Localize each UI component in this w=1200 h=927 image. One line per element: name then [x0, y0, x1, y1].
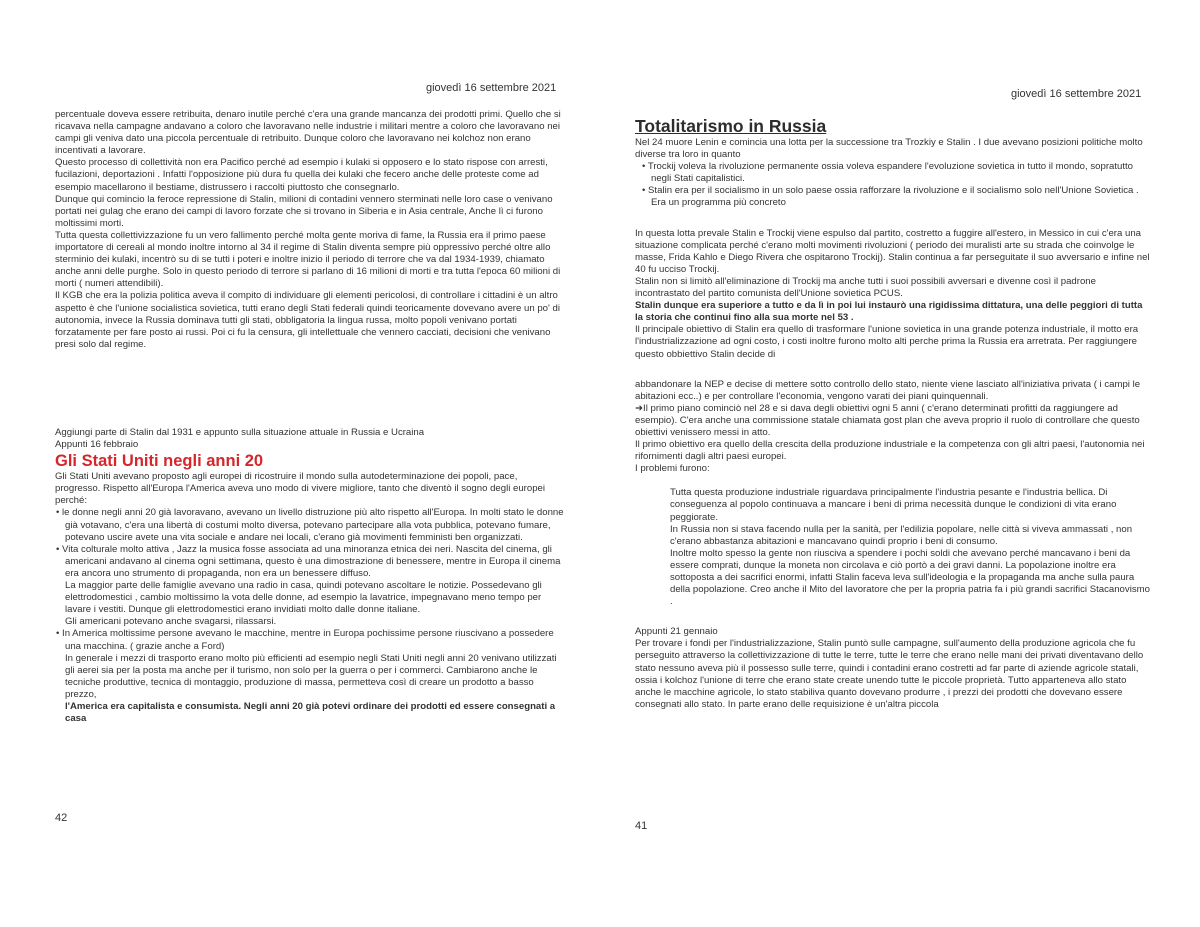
bullet-item: • In America moltissime persone avevano le macchine, mentre in Europa pochissime persone riuscivano a possedere una macchina. ( grazie anche a Ford) [56, 628, 554, 652]
paragraph: ➜Il primo piano cominciò nel 28 e si dava degli obiettivi ogni 5 anni ( c'erano determinati profitti da raggiungere ad esempio). C'era anche una commissione statale chiamata gost plan che aveva proprio il ruolo di controllare che questo obiettivi venissero messi in atto. [635, 402, 1140, 438]
paragraph: I problemi furono: [635, 463, 710, 475]
page-number: 42 [55, 812, 68, 824]
right-page [600, 0, 1200, 927]
paragraph: In Russia non si stava facendo nulla per la sanità, per l'edilizia popolare, nelle città si viveva ammassati , non c'erano abbastanza abitazioni e mancavano quindi proprio i beni di consumo. [670, 523, 1133, 547]
paragraph: Per trovare i fondi per l'industrializzazione, Stalin puntò sulle campagne, sull'aumento della produzione agricola che fu perseguito attraverso la collettivizzazione di tutte le terre, tutte le terre che erano nelle mani dei privati diventavano dello stato nessuno aveva più il possesso sulle terre, quindi i contadini erano costretti ad far parte di aziende agricole statali, ossia i kolchoz l'unione di terre che erano state create unendo tutte le piccole proprietà. Tutto apparteneva allo stato anche le macchine agricole, lo stato stabiliva quanto dovevano produrre , i prezzi dei prodotti che dovevano essere consegnati allo stato. In parte erano delle requisizione è un'altra piccola [635, 638, 1144, 710]
paragraph: Il KGB che era la polizia politica aveva il compito di individuare gli elementi pericolosi, di controllare i cittadini è un altro aspetto è che l'unione socialistica sovietica, tutti erano degli Stati federali quindi teoricamente dovevano avere un po' di autonomia, invece la Russia dominava tutti gli stati, obbligatoria la lingua russa, molto popoli venivano portati forzatamente per fare posto ai russi. Poi ci fu la censura, gli intellettuale che vennero cacciati, decisioni che venivano presi solo dal regime. [55, 290, 560, 350]
page-date: giovedì 16 settembre 2021 [1011, 88, 1142, 100]
bullet-item: • Trockij voleva la rivoluzione permanente ossia voleva espandere l'evoluzione sovietica in tutto il mondo, sopratutto negli Stati capitalistici. [642, 161, 1134, 185]
text-block-totalitarismo [635, 115, 1150, 711]
paragraph: Tutta questa collettivizzazione fu un vero fallimento perché molta gente moriva di fame, la Russia era il primo paese importatore di cereali al mondo inoltre intorno al 34 il regime di Stalin diventa sempre più oppressivo perché oltre allo sterminio dei kulaki, incentrò su di se tutti i poteri e inoltre inizio il periodo di terrore che va dal 1934-1939, chiamato anche anni delle purghe. Solo in questo periodo di terrore si parlano di 16 milioni di morti e tra tutta l'epoca 60 milioni di morti ( numeri attendibili). [55, 229, 561, 290]
paragraph: Il principale obiettivo di Stalin era quello di trasformare l'unione sovietica in una grande potenza industriale, il motto era l'industrializzazione ad ogni costo, i costi inoltre furono molto alti perche prima la Russia era arretrata. Per raggiungere questo obbiettivo Stalin decide di [635, 324, 1139, 360]
paragraph: Tutta questa produzione industriale riguardava principalmente l'industria pesante e l'industria bellica. Di conseguenza al popolo continuava a mancare i beni di prima necessità dunque le condizioni di vita erano peggiorate. [670, 487, 1117, 523]
paragraph: La maggior parte delle famiglie avevano una radio in casa, quindi potevano ascoltare le notizie. Possedevano gli elettrodomestici , cambio moltissimo la vota delle donne, ad esempio la lavatrice, impegnavano meno tempo per lavare i vestiti. Dunque gli elettrodomestici erano invidiati molto dalle donne italiane. [65, 580, 542, 616]
paragraph: Dunque qui comincio la feroce repressione di Stalin, milioni di contadini vennero sterminati nelle loro case o venivano portati nei gulag che erano dei campi di lavoro forzate che si trovano in Siberia e in Asia centrale, Anche lì ci furono moltissimi morti. [55, 193, 553, 229]
text-block-stalin-repression [55, 109, 565, 351]
bullet-icon: • [56, 507, 60, 519]
bullet-icon: • [642, 185, 646, 197]
page-number: 41 [635, 820, 648, 832]
paragraph: Inoltre molto spesso la gente non riusciva a spendere i pochi soldi che avevano perché mancavano i beni da essere comprati, dunque la moneta non circolava e ciò portò a dei gravi danni. La popolazione inoltre era sottoposta a dei sacrifici enormi, infatti Stalin faceva leva sull'ideologia e la propaganda ma anche sulla paura della popolazione. Creo anche il Mito del lavoratore che per la propria patria fa i più grandi sacrifici Stacanovismo . [670, 547, 1150, 608]
bullet-item: • Stalin era per il socialismo in un solo paese ossia rafforzare la rivoluzione e il socialismo solo nell'Unione Sovietica . Era un programma più concreto [642, 185, 1139, 209]
section-heading: Gli Stati Uniti negli anni 20 [55, 452, 264, 471]
paragraph: abbandonare la NEP e decise di mettere sotto controllo dello stato, niente viene lasciato all'iniziativa privata ( i campi le abitazioni ecc..) e per controllare l'economia, vengono varati dei piani quinquennali. [635, 378, 1141, 402]
paragraph: Nel 24 muore Lenin e comincia una lotta per la successione tra Trozkiy e Stalin . I due avevano posizioni politiche molto diverse tra loro in quanto [635, 137, 1143, 161]
appunti-label: Appunti 16 febbraio [55, 439, 139, 451]
paragraph: Il primo obiettivo era quello della crescita della produzione industriale e la competenza con gli altri paesi, l'autonomia nei rifornimenti dagli altri paesi europei. [635, 439, 1145, 463]
paragraph: Stalin dunque era superiore a tutto e da lì in poi lui instaurò una rigidissima dittatura, una delle peggiori di tutta la storia che continui fino alla sua morte nel 53 . [635, 300, 1143, 324]
text-block-usa [55, 427, 565, 725]
bullet-item: • Vita colturale molto attiva , Jazz la musica fosse associata ad una minoranza etnica dei neri. Nascita del cinema, gli americani andavano al cinema ogni settimana, questo è una dimostrazione di benessere, mentre in Europa il cinema era ancora uno strumento di propaganda, non era un benessere diffuso. [56, 543, 561, 579]
bullet-icon: • [56, 543, 60, 555]
bullet-icon: • [56, 628, 60, 640]
page-title: Totalitarismo in Russia [635, 116, 827, 136]
paragraph: l'America era capitalista e consumista. Negli anni 20 già potevi ordinare dei prodotti ed essere consegnati a casa [65, 700, 556, 725]
paragraph: Stalin non si limitò all'eliminazione di Trockij ma anche tutti i suoi possibili avversari e divenne così il padrone incontrastato del partito comunista dell'Unione sovietica PCUS. [635, 275, 1096, 300]
appunti-label: Appunti 21 gennaio [635, 626, 718, 638]
bullet-item: • le donne negli anni 20 già lavoravano, avevano un livello distruzione più alto rispetto all'Europa. In molti stato le donne già votavano, c'era una libertà di costumi molto diversa, potevano partecipare alla vota pubblica, potevano fumare, potevano uscire avete una vita sociale e andare nei locali, c'erano già movimenti femministi ben organizzati. [56, 507, 564, 543]
paragraph: In generale i mezzi di trasporto erano molto più efficienti ad esempio negli Stati Uniti negli anni 20 venivano utilizzati gli aerei sia per la posta ma anche per il turismo, non solo per la guerra o per i commerci. Cambiarono anche le tecniche produttive, tecnica di montaggio, produzione di massa, permetteva così di creare un prodotto a basso prezzo, [65, 652, 557, 700]
page-date: giovedì 16 settembre 2021 [426, 82, 557, 94]
paragraph: Questo processo di collettività non era Pacifico perché ad esempio i kulaki si opposero e lo stato rispose con arresti, fucilazioni, deportazioni . Infatti l'opposizione più dura fu quella dei kulaki che fecero anche delle proteste come ad esempio macellarono il bestiame, distrussero i raccolti piuttosto che consegnarlo. [55, 157, 548, 193]
bullet-icon: • [642, 161, 646, 173]
note-line: Aggiungi parte di Stalin dal 1931 e appunto sulla situazione attuale in Russia e Ucraina [55, 427, 425, 438]
paragraph: Gli americani potevano anche svagarsi, rilassarsi. [65, 616, 277, 628]
paragraph: In questa lotta prevale Stalin e Trockij viene espulso dal partito, costretto a fuggire all'estero, in Messico in cui c'era una situazione complicata perché c'erano molti movimenti rivoluzioni ( periodo dei muralisti arte su strada che coinvolge le masse, Frida Kahlo e Diego Rivera che ospitarono Trockij). Stalin continua a far perseguitate il suo avversario e infine nel 40 fu ucciso Trockij. [635, 227, 1150, 275]
paragraph: Gli Stati Uniti avevano proposto agli europei di ricostruire il mondo sulla autodeterminazione dei popoli, pace, progresso. Rispetto all'Europa l'America aveva uno modo di vivere migliore, tanto che diventò il sogno degli europei perché: [55, 471, 546, 507]
paragraph: percentuale doveva essere retribuita, denaro inutile perché c'era una grande mancanza dei prodotti primi. Quello che si ricavava nella campagne andavano a coloro che lavoravano nelle industrie i militari mentre a coloro che lavoravano nei campi gli veniva dato una piccola percentuale di retribuito. Dunque coloro che lavoravano nei kolchoz non erano incentivati a lavorare. [55, 109, 561, 157]
